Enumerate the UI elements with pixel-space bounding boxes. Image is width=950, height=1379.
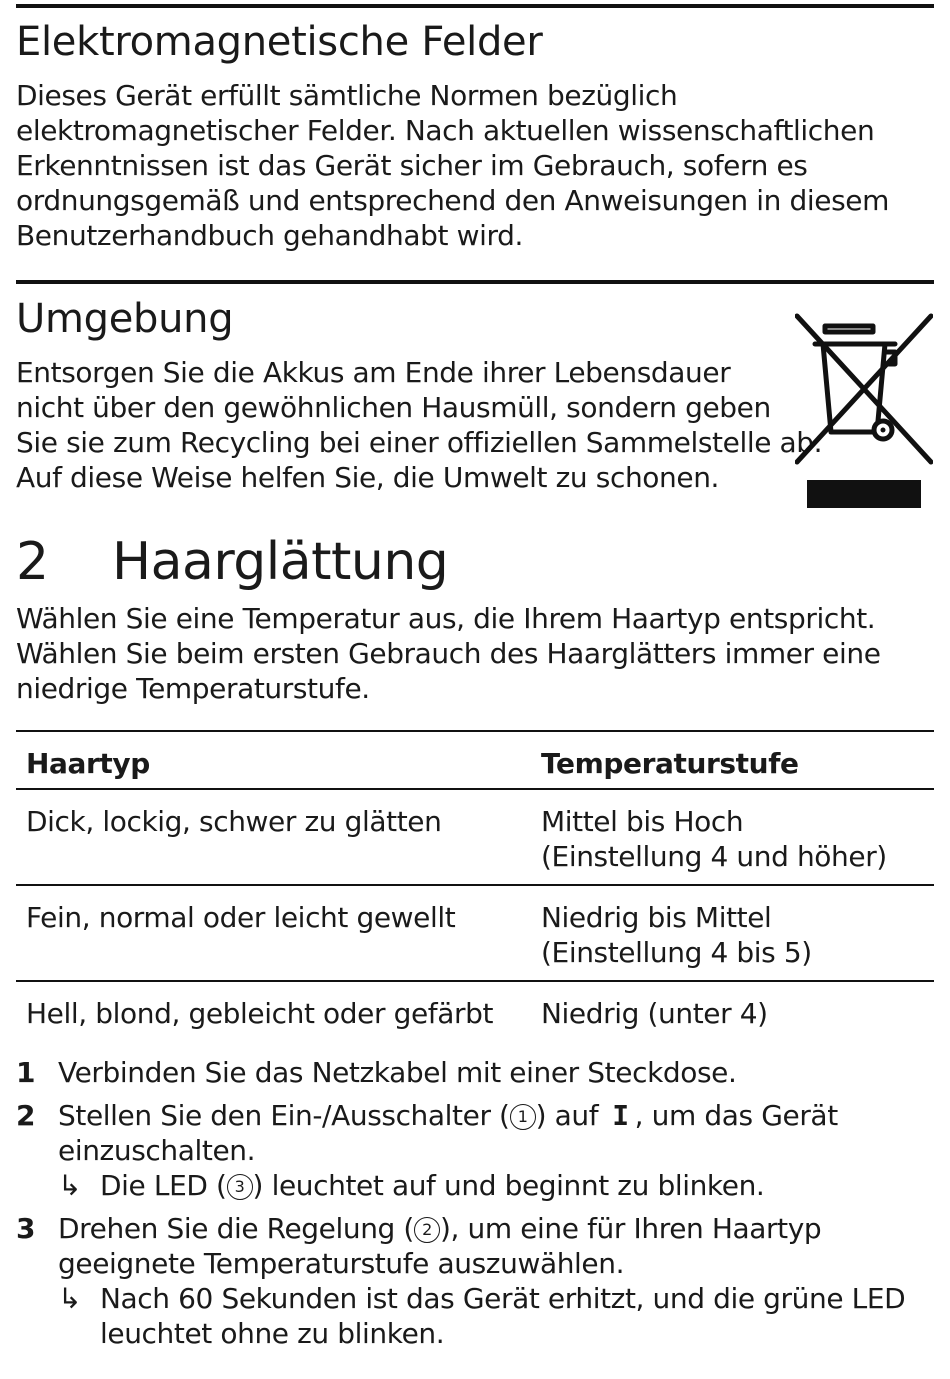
circled-number-3-icon: 3 [227, 1174, 253, 1200]
emf-paragraph [16, 78, 889, 253]
chapter-heading [16, 534, 448, 590]
step-text-continued: einzuschalten. [58, 1134, 256, 1167]
table-row [16, 885, 934, 981]
cell-hair-type: Fein, normal oder leicht gewellt [26, 901, 456, 934]
emf-line: Dieses Gerät erfüllt sämtliche Normen bezüglich [16, 79, 678, 112]
cell-temperature [531, 885, 934, 981]
step-text-part: ) auf [535, 1099, 599, 1132]
result-text-part: ) leuchtet auf und beginnt zu blinken. [252, 1169, 765, 1202]
step-number: 3 [16, 1212, 36, 1245]
circled-number-2-icon: 2 [414, 1217, 440, 1243]
chapter-title: Haarglättung [112, 532, 449, 592]
temp-line: Mittel bis Hoch [541, 805, 744, 838]
step-text: Verbinden Sie das Netzkabel mit einer Steckdose. [58, 1056, 737, 1089]
step-text-continued: geeignete Temperaturstufe auszuwählen. [58, 1247, 625, 1280]
step-2 [16, 1098, 934, 1203]
intro-line: Wählen Sie eine Temperatur aus, die Ihrem Haartyp entspricht. [16, 602, 876, 635]
cell-temperature [531, 789, 934, 885]
step-1 [16, 1055, 934, 1090]
section-divider [16, 4, 934, 8]
env-paragraph [16, 355, 822, 495]
temp-line: (Einstellung 4 und höher) [541, 840, 887, 873]
env-line: Auf diese Weise helfen Sie, die Umwelt zu schonen. [16, 461, 720, 494]
step-text [58, 1098, 934, 1133]
cell-temperature [531, 981, 934, 1041]
crossed-out-wheelie-bin-icon [795, 312, 933, 512]
section-title-emf: Elektromagnetische Felder [16, 19, 543, 65]
intro-line: niedrige Temperaturstufe. [16, 672, 370, 705]
power-on-symbol-icon: I [612, 1099, 629, 1132]
temp-line: Niedrig bis Mittel [541, 901, 772, 934]
step-number: 2 [16, 1099, 36, 1132]
cell-hair-type: Hell, blond, gebleicht oder gefärbt [26, 997, 494, 1030]
result-text-line: Nach 60 Sekunden ist das Gerät erhitzt, und die grüne LED [100, 1282, 906, 1315]
section-divider [16, 280, 934, 284]
header-hair-type: Haartyp [26, 747, 150, 780]
circled-number-1-icon: 1 [510, 1104, 536, 1130]
cell-hair-type: Dick, lockig, schwer zu glätten [26, 805, 442, 838]
instruction-steps [16, 1055, 934, 1359]
chapter-intro [16, 601, 881, 706]
step-text-part: ), um eine für Ihren Haartyp [439, 1212, 822, 1245]
step-text [58, 1211, 934, 1246]
env-line: Sie sie zum Recycling bei einer offiziellen Sammelstelle ab. [16, 426, 823, 459]
section-title-env: Umgebung [16, 296, 234, 342]
step-number: 1 [16, 1056, 36, 1089]
hair-type-table [16, 730, 934, 1041]
step-result [58, 1281, 934, 1351]
temp-line: Niedrig (unter 4) [541, 997, 768, 1030]
emf-line: elektromagnetischer Felder. Nach aktuellen wissenschaftlichen [16, 114, 875, 147]
result-arrow-icon: ↳ [58, 1169, 82, 1202]
step-text-part: , um das Gerät [634, 1099, 838, 1132]
result-text-part: Die LED ( [100, 1169, 227, 1202]
table-row [16, 981, 934, 1041]
step-result [58, 1168, 934, 1203]
env-line: nicht über den gewöhnlichen Hausmüll, sondern geben [16, 391, 771, 424]
table-row [16, 789, 934, 885]
env-line: Entsorgen Sie die Akkus am Ende ihrer Lebensdauer [16, 356, 731, 389]
emf-line: Benutzerhandbuch gehandhabt wird. [16, 219, 523, 252]
intro-line: Wählen Sie beim ersten Gebrauch des Haarglätters immer eine [16, 637, 881, 670]
temp-line: (Einstellung 4 bis 5) [541, 936, 812, 969]
result-arrow-icon: ↳ [58, 1282, 82, 1315]
chapter-number: 2 [16, 532, 49, 592]
header-temperature: Temperaturstufe [541, 747, 799, 780]
step-text-part: Drehen Sie die Regelung ( [58, 1212, 414, 1245]
table-header-row [16, 731, 934, 789]
emf-line: ordnungsgemäß und entsprechend den Anweisungen in diesem [16, 184, 889, 217]
step-3 [16, 1211, 934, 1351]
emf-line: Erkenntnissen ist das Gerät sicher im Gebrauch, sofern es [16, 149, 808, 182]
result-text-line: leuchtet ohne zu blinken. [100, 1317, 445, 1350]
step-text-part: Stellen Sie den Ein-/Ausschalter ( [58, 1099, 510, 1132]
